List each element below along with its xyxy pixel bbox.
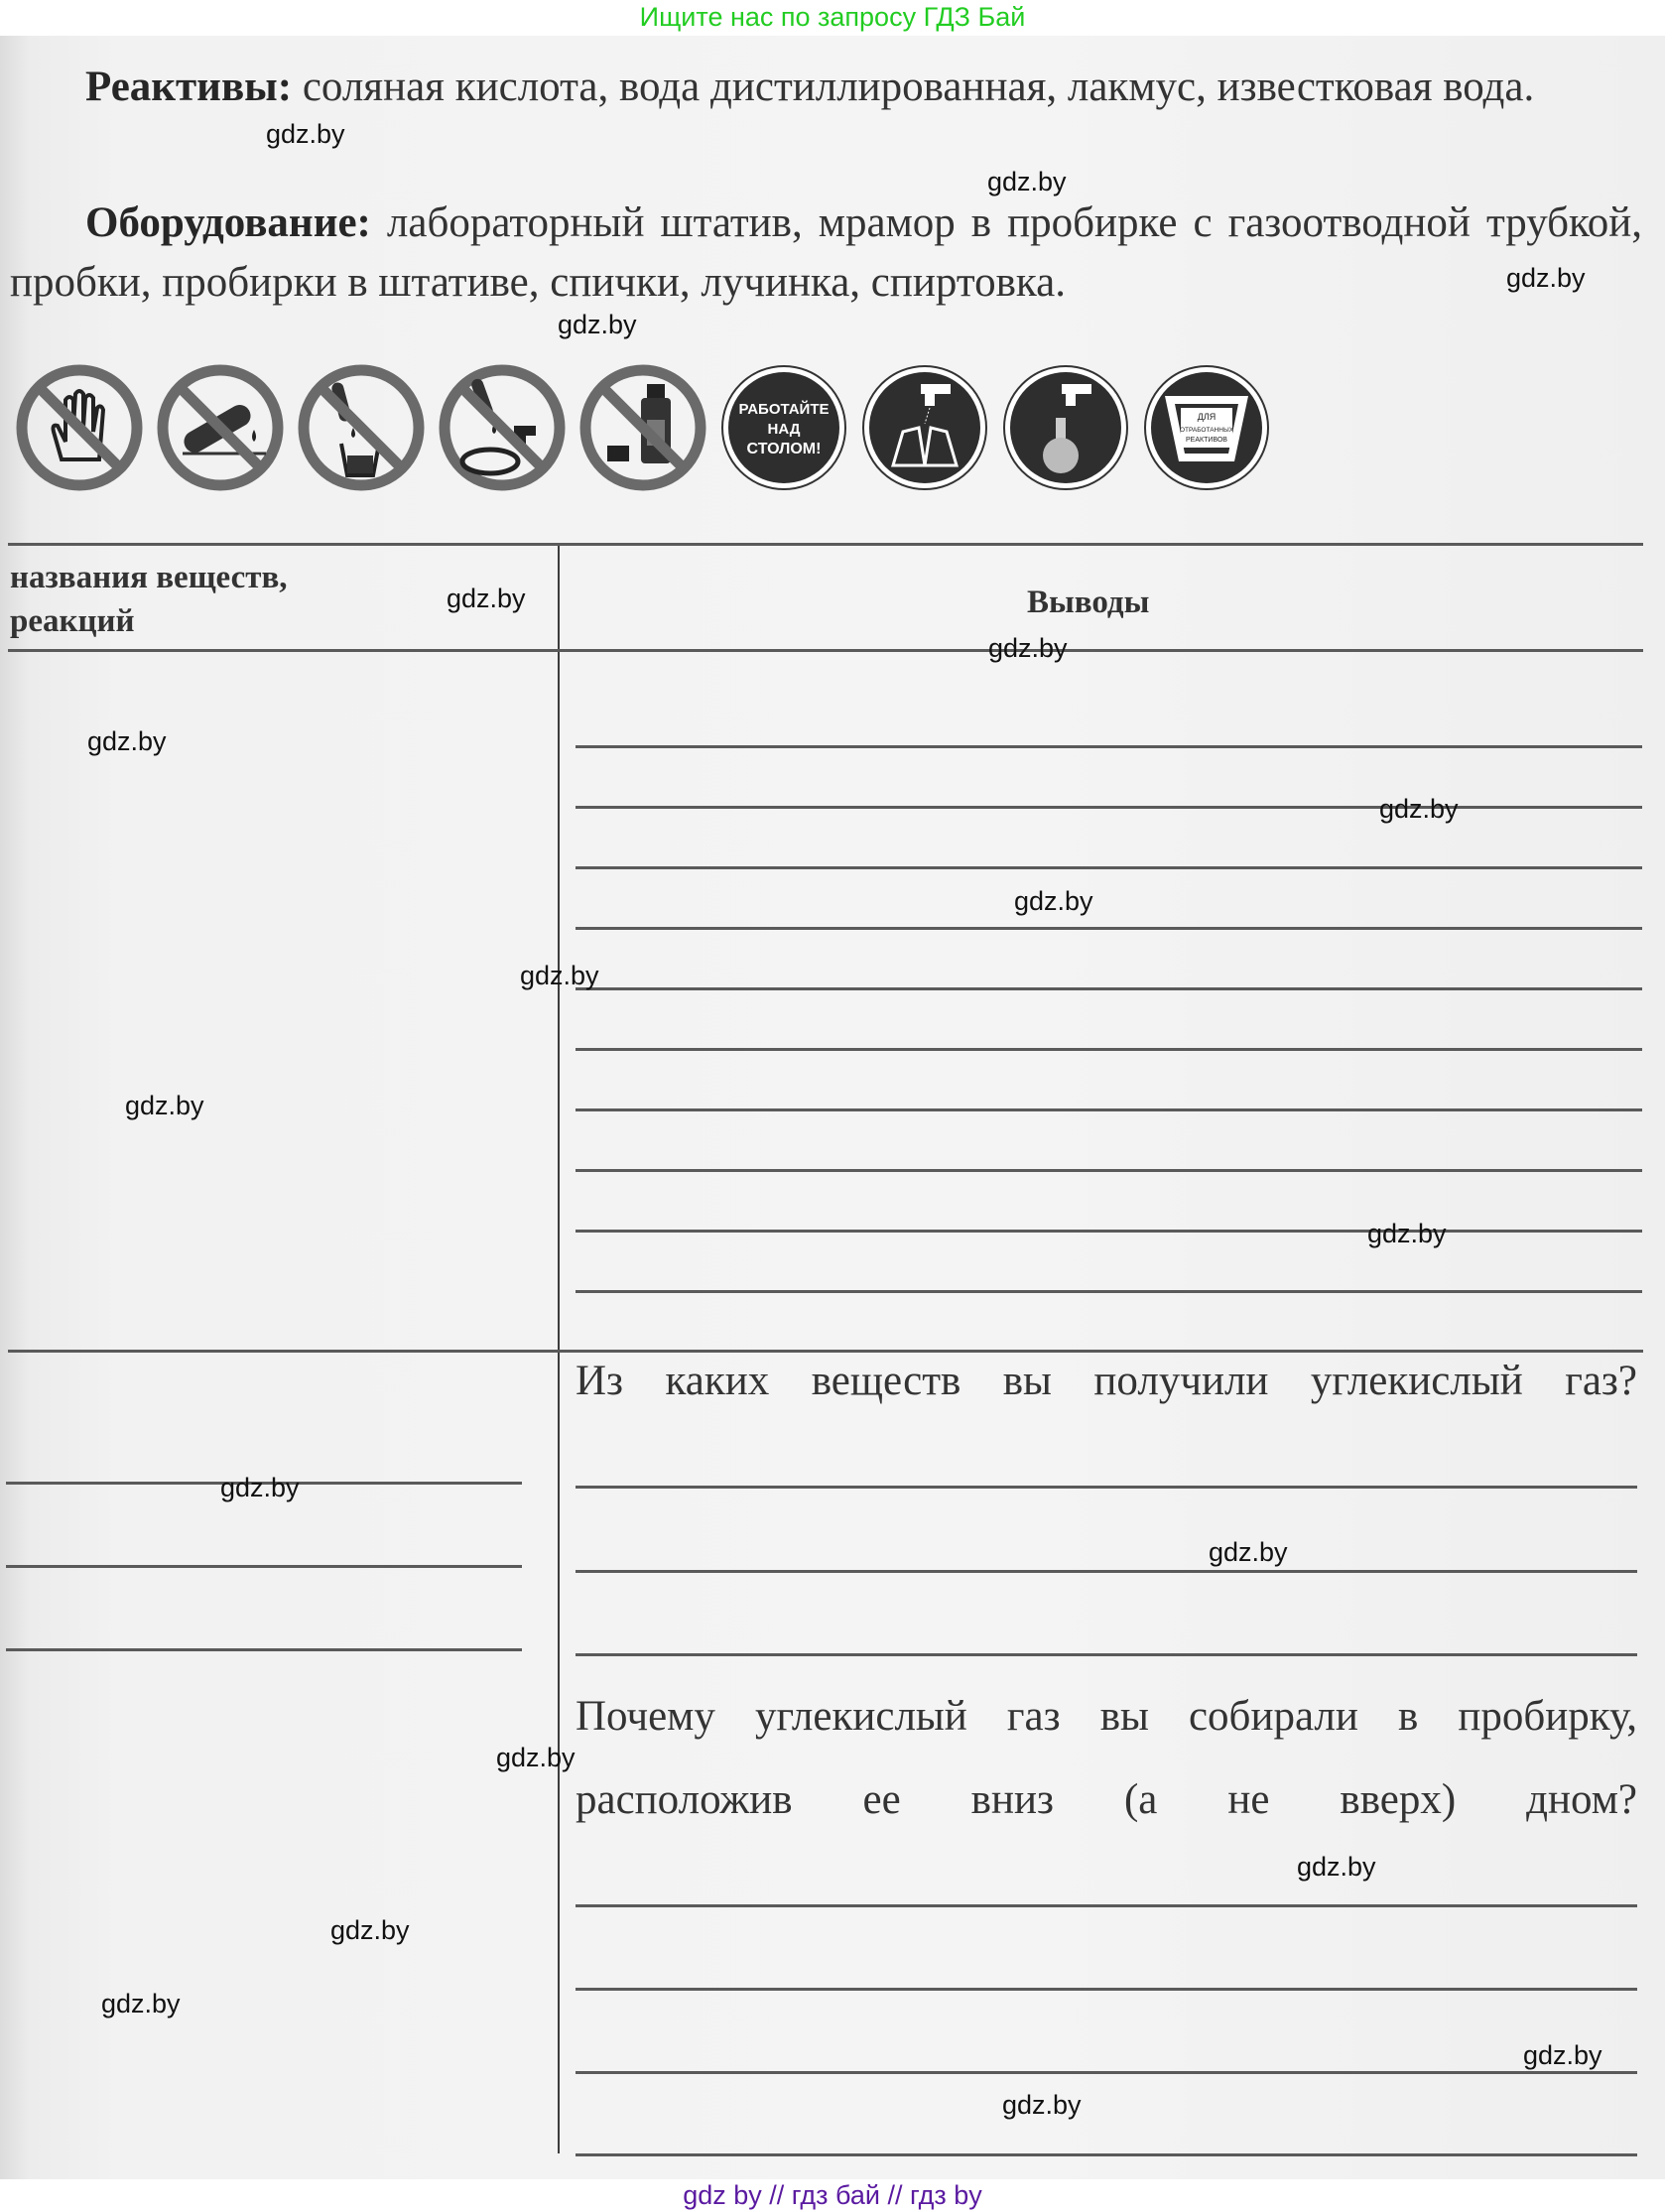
no-bottle-icon [577,362,708,493]
footer-banner [0,2179,1665,2212]
table-header-bottom-border [8,649,1643,652]
answer-line[interactable] [576,1108,1642,1111]
rinse-flask-icon [1000,362,1131,493]
watermark: gdz.by [520,961,599,990]
watermark: gdz.by [1506,263,1586,293]
watermark: gdz.by [1367,1219,1447,1248]
watermark: gdz.by [1297,1852,1376,1882]
answer-line[interactable] [576,1988,1637,1991]
equipment-label: Оборудование: [85,199,371,246]
no-taste-glass-icon [296,362,427,493]
answer-line[interactable] [576,927,1642,930]
watermark: gdz.by [558,310,637,339]
watermark: gdz.by [101,1989,181,2018]
svg-text:НАД: НАД [767,421,801,438]
svg-text:РЕАКТИВОВ: РЕАКТИВОВ [1186,437,1227,444]
svg-text:ДЛЯ: ДЛЯ [1197,412,1217,422]
svg-text:ОТРАБОТАННЫХ: ОТРАБОТАННЫХ [1179,427,1234,434]
answer-line[interactable] [576,1169,1642,1172]
work-over-table-icon [718,362,849,493]
watermark: gdz.by [496,1743,576,1772]
workbook-page [0,36,1665,2179]
answer-line[interactable] [576,2153,1637,2156]
no-touch-hand-icon [14,362,145,493]
answer-line[interactable] [576,1048,1642,1051]
left-answer-line[interactable] [6,1565,522,1568]
no-pour-in-sink-icon [437,362,568,493]
answer-line[interactable] [576,1230,1642,1233]
watermark: gdz.by [1209,1537,1288,1567]
search-banner-text: Ищите нас по запросу ГДЗ Бай [639,2,1026,32]
watermark: gdz.by [87,726,167,756]
search-banner [0,0,1665,36]
question-1: Из каких веществ вы получили углекислый газ? [576,1358,1637,1404]
answer-line[interactable] [576,2071,1637,2074]
answer-line[interactable] [576,987,1642,990]
watermark: gdz.by [1379,794,1459,824]
answer-line[interactable] [576,1904,1637,1907]
watermark: gdz.by [1014,886,1093,916]
watermark: gdz.by [447,584,526,613]
reagents-text: соляная кислота, вода дистиллированная, лакмус, известковая вода. [302,64,1535,110]
equipment-text: лабораторный штатив, мрамор в пробирке с газоотводной трубкой, пробки, пробирки в штативе, спички, лучинка, спиртовка. [10,199,1643,306]
waste-container-icon [1141,362,1272,493]
no-spill-test-tube-icon [155,362,286,493]
watermark: gdz.by [988,633,1068,663]
svg-text:РАБОТАЙТЕ: РАБОТАЙТЕ [738,401,830,418]
reagents-paragraph [10,58,1642,117]
watermark: gdz.by [1523,2040,1602,2070]
watermark: gdz.by [330,1915,410,1945]
answer-line[interactable] [576,866,1642,869]
answer-line[interactable] [576,1570,1637,1573]
watermark: gdz.by [220,1473,300,1502]
watermark: gdz.by [1002,2090,1082,2120]
answer-line[interactable] [576,806,1642,809]
answer-line[interactable] [576,1653,1637,1656]
svg-text:СТОЛОМ!: СТОЛОМ! [746,441,822,457]
answer-line[interactable] [576,745,1642,748]
column-header-conclusions: Выводы [1027,585,1150,620]
question-2-line-1: Почему углекислый газ вы собирали в пробирку, [576,1693,1637,1740]
footer-banner-text: gdz by // гдз бай // гдз by [683,2180,982,2210]
watermark: gdz.by [125,1091,204,1120]
equipment-paragraph [10,194,1642,313]
table-top-border [8,543,1643,546]
question-2-line-2: расположив ее вниз (а не вверх) дном? [576,1776,1637,1823]
column-header-substances: названия веществ, реакций [10,560,288,639]
reagents-label: Реактивы: [85,64,293,110]
watermark: gdz.by [987,167,1067,196]
watermark: gdz.by [266,119,345,149]
answer-line[interactable] [576,1290,1642,1293]
left-answer-line[interactable] [6,1648,522,1651]
wash-hands-icon [859,362,990,493]
answer-line[interactable] [576,1486,1637,1489]
